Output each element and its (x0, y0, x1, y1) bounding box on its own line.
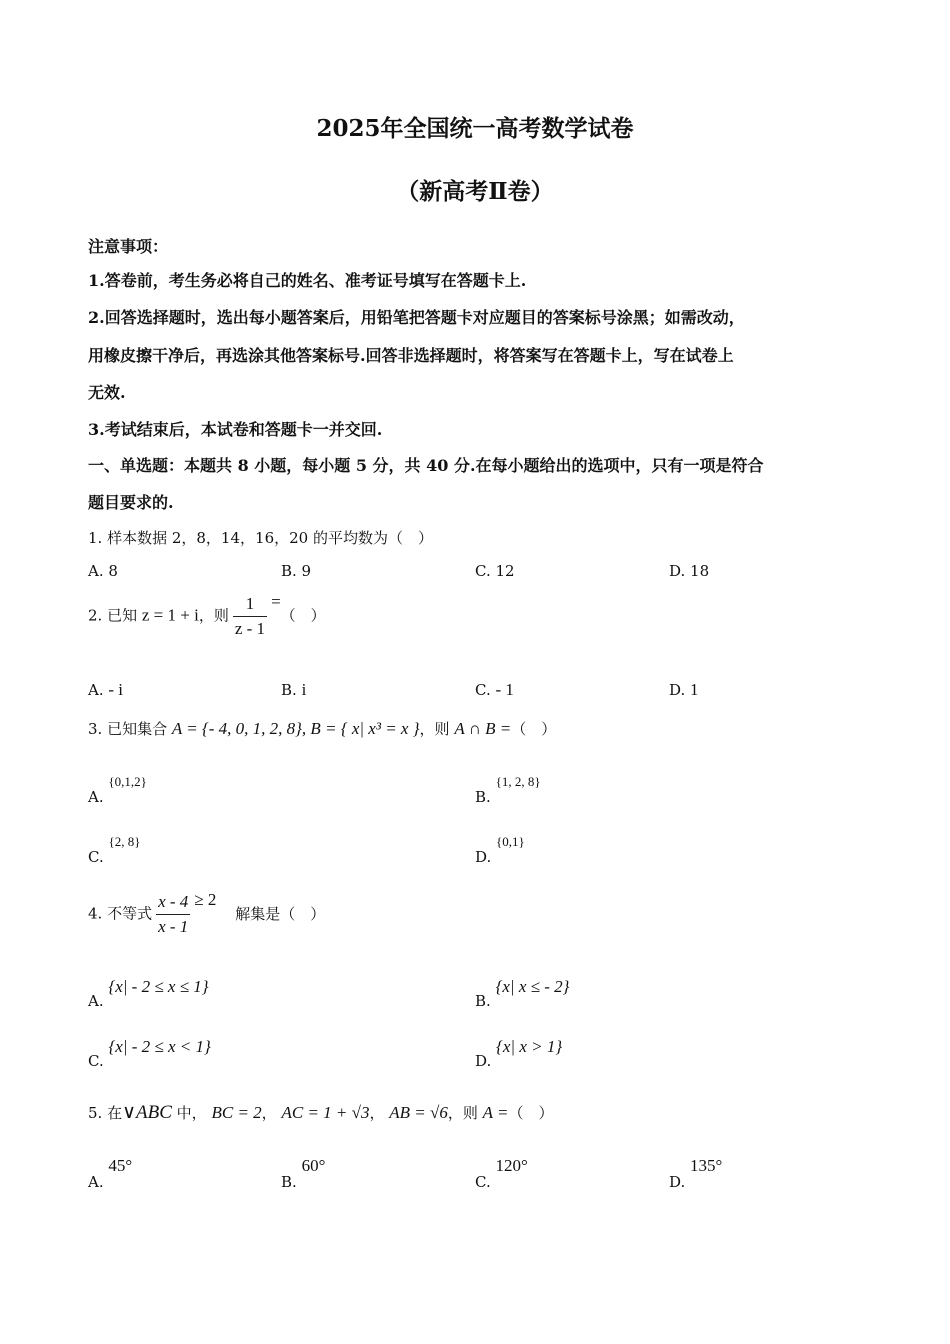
question-4-fraction-numerator: x - 4 (156, 892, 190, 915)
question-5-comma-1: ， (261, 1104, 277, 1122)
question-3-option-d (475, 832, 525, 866)
question-2-condition: z = 1 + i (141, 605, 199, 625)
question-5-option-a-label: A. (88, 1173, 104, 1191)
question-5-mid: ，则 (447, 1104, 478, 1122)
question-3-option-a-value: {0,1,2} (108, 774, 147, 789)
question-5-option-b-label: B. (281, 1173, 297, 1191)
question-3-option-a (88, 772, 147, 806)
question-2-fraction (233, 594, 267, 639)
question-5-ac: AC = 1 + √3 (281, 1103, 370, 1122)
question-5-option-c-label: C. (475, 1173, 491, 1191)
question-5-stem (88, 1101, 553, 1124)
exam-title: 2025年全国统一高考数学试卷 (316, 115, 634, 142)
question-2-mid: ，则 (198, 606, 229, 625)
question-4-fraction (156, 892, 190, 937)
question-2-option-a (88, 680, 123, 700)
question-5-option-c-value: 120° (495, 1156, 528, 1175)
question-2-fraction-denominator: z - 1 (234, 619, 266, 638)
question-4-option-c-value: {x| - 2 ≤ x < 1} (108, 1037, 211, 1056)
question-5-prefix: 5. 在 (88, 1104, 123, 1122)
notice-item-3: 3.考试结束后，本试卷和答题卡一并交回. (88, 420, 383, 439)
question-4-stem (88, 889, 326, 937)
question-5-option-d-label: D. (669, 1173, 686, 1191)
question-5-option-b (281, 1156, 326, 1191)
question-3-sets: A = {- 4, 0, 1, 2, 8}, B = { x| x³ = x } (171, 719, 420, 738)
question-5-bc: BC = 2 (211, 1103, 262, 1122)
section-1-line-1: 一、单选题：本题共 8 小题，每小题 5 分，共 40 分.在每小题给出的选项中，只有一项是符合 (88, 456, 764, 475)
question-5-option-a (88, 1156, 133, 1191)
exam-subtitle: （新高考Ⅱ卷） (396, 178, 554, 205)
notice-item-2-line-1: 2.回答选择题时，选出每小题答案后，用铅笔把答题卡对应题目的答案标号涂黑；如需改动， (88, 308, 745, 327)
question-5-option-a-value: 45° (108, 1156, 133, 1175)
question-3-option-d-value: {0,1} (496, 834, 525, 849)
question-5-ask: A = (482, 1103, 509, 1122)
question-3-option-b-value: {1, 2, 8} (495, 774, 541, 789)
question-2-option-a-label: A. (88, 681, 104, 699)
question-4-option-a-label: A. (88, 992, 104, 1010)
question-4-prefix: 4. 不等式 (88, 904, 153, 923)
question-4-option-b (475, 977, 570, 1010)
question-2-option-b-label: B. (281, 681, 297, 699)
question-2-option-d (669, 680, 699, 700)
question-5-option-b-value: 60° (301, 1156, 326, 1175)
question-2-option-d-value: 1 (690, 680, 699, 699)
question-2-option-b-value: i (301, 680, 307, 699)
question-3-prefix: 3. 已知集合 (88, 720, 168, 738)
question-3-option-b (475, 772, 541, 806)
question-2-stem (88, 591, 326, 639)
question-1-stem: 1. 样本数据 2，8，14，16，20 的平均数为（ ） (88, 529, 433, 547)
question-3-mid: ，则 (419, 720, 450, 738)
question-4-option-c-label: C. (88, 1052, 104, 1070)
question-4-suffix: 解集是（ ） (235, 904, 326, 923)
question-5-option-d (669, 1156, 723, 1191)
notice-item-2-line-2: 用橡皮擦干净后，再选涂其他答案标号.回答非选择题时，将答案写在答题卡上，写在试卷上 (88, 346, 734, 365)
notice-heading: 注意事项： (88, 237, 169, 256)
question-5-option-c (475, 1156, 528, 1191)
question-2-option-c (475, 680, 514, 700)
question-5-paren: （ ） (508, 1104, 554, 1122)
question-4-fraction-denominator: x - 1 (158, 917, 189, 936)
question-2-option-d-label: D. (669, 681, 686, 699)
question-2-equals: = (271, 591, 281, 611)
question-1-option-d: D. 18 (669, 562, 710, 580)
question-5-zhong: 中， (176, 1104, 207, 1122)
question-4-option-d-value: {x| x > 1} (496, 1037, 563, 1056)
question-4-option-c (88, 1037, 211, 1070)
question-4-option-d-label: D. (475, 1052, 492, 1070)
question-4-option-a (88, 977, 209, 1010)
question-3-option-b-label: B. (475, 788, 491, 806)
question-2-option-b (281, 680, 306, 700)
question-4-option-b-value: {x| x ≤ - 2} (495, 977, 570, 996)
question-3-option-c-label: C. (88, 848, 104, 866)
question-5-triangle: ∨ABC (122, 1102, 172, 1123)
question-1-option-c: C. 12 (475, 562, 515, 580)
question-2-option-a-value: - i (108, 680, 124, 699)
notice-item-2-line-3: 无效. (88, 383, 126, 402)
question-4-ge: ≥ 2 (194, 889, 217, 909)
question-2-paren: （ ） (280, 606, 326, 625)
question-4-option-b-label: B. (475, 992, 491, 1010)
question-3-option-c (88, 832, 141, 866)
question-1-option-a: A. 8 (88, 562, 118, 580)
question-5-ab: AB = √6 (389, 1103, 448, 1122)
question-5-option-d-value: 135° (690, 1156, 723, 1175)
question-3-option-d-label: D. (475, 848, 492, 866)
notice-item-1: 1.答卷前，考生务必将自己的姓名、准考证号填写在答题卡上. (88, 271, 527, 290)
question-3-option-a-label: A. (88, 788, 104, 806)
question-1-option-b: B. 9 (281, 562, 312, 580)
question-4-option-a-value: {x| - 2 ≤ x ≤ 1} (108, 977, 209, 996)
section-1-line-2: 题目要求的. (88, 493, 174, 512)
question-2-fraction-numerator: 1 (233, 594, 267, 617)
question-2-option-c-value: - 1 (495, 680, 514, 699)
question-2-prefix: 2. 已知 (88, 606, 138, 625)
question-3-option-c-value: {2, 8} (108, 834, 141, 849)
question-2-option-c-label: C. (475, 681, 491, 699)
question-3-expression: A ∩ B = (454, 719, 512, 738)
question-3-paren: （ ） (511, 720, 557, 738)
question-5-comma-2: ， (369, 1104, 385, 1122)
question-3-stem (88, 718, 556, 739)
question-4-option-d (475, 1037, 563, 1070)
